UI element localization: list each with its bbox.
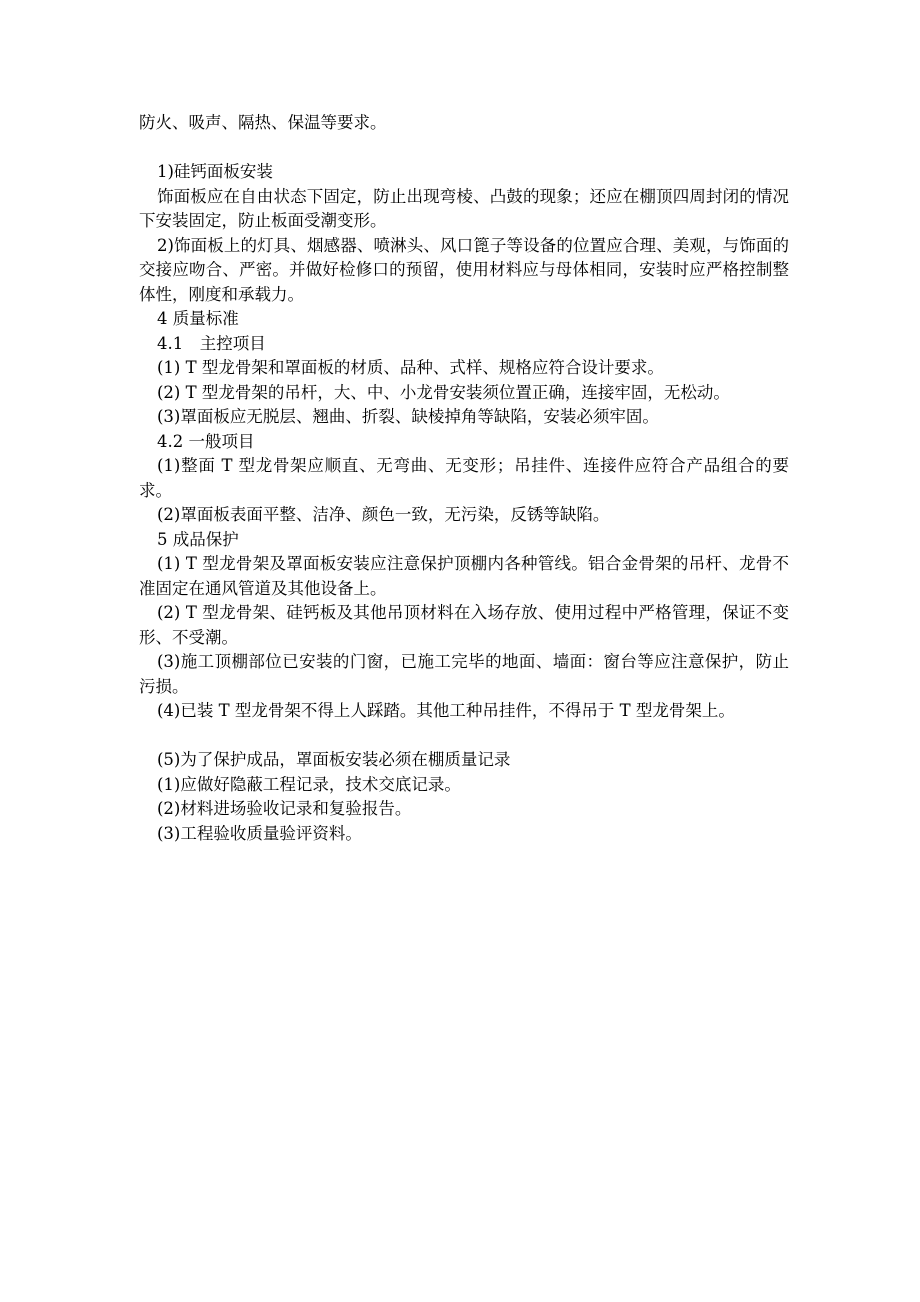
paragraph: 防火、吸声、隔热、保温等要求。: [139, 113, 387, 132]
list-item: (3)施工顶棚部位已安装的门窗，已施工完毕的地面、墙面：窗台等应注意保护，防止污损。: [139, 652, 789, 696]
list-item: (1)应做好隐蔽工程记录，技术交底记录。: [157, 774, 461, 794]
blank-line: [139, 136, 789, 161]
list-item: (3)罩面板应无脱层、翘曲、折裂、缺棱掉角等缺陷，安装必须牢固。: [157, 407, 659, 426]
section-heading: 4.1 主控项目: [157, 333, 266, 353]
section-heading: 4 质量标准: [157, 309, 239, 328]
list-item: (1) T 型龙骨架和罩面板的材质、品种、式样、规格应符合设计要求。: [157, 358, 664, 377]
list-item: (4)已装 T 型龙骨架不得上人踩踏。其他工种吊挂件，不得吊于 T 型龙骨架上。: [157, 701, 735, 720]
list-item: (3)工程验收质量验评资料。: [157, 823, 362, 843]
paragraph: 2)饰面板上的灯具、烟感器、喷淋头、风口篦子等设备的位置应合理、美观，与饰面的交接应吻合、严密。并做好检修口的预留，使用材料应与母体相同，安装时应严格控制整体性，刚度和承载力。: [139, 235, 789, 304]
list-item: (1) T 型龙骨架及罩面板安装应注意保护顶棚内各种管线。铝合金骨架的吊杆、龙骨不准固定在通风管道及其他设备上。: [139, 554, 789, 598]
list-item: (2) T 型龙骨架的吊杆，大、中、小龙骨安装须位置正确，连接牢固，无松动。: [157, 382, 730, 402]
section-heading: 1)硅钙面板安装: [157, 162, 273, 181]
list-item: (1)整面 T 型龙骨架应顺直、无弯曲、无变形；吊挂件、连接件应符合产品组合的要求。: [139, 456, 789, 500]
list-item: (5)为了保护成品，罩面板安装必须在棚质量记录: [157, 750, 511, 769]
section-heading: 5 成品保护: [157, 529, 239, 549]
blank-line: [139, 724, 789, 749]
paragraph: 饰面板应在自由状态下固定，防止出现弯棱、凸鼓的现象；还应在棚顶四周封闭的情况下安装固定，防止板面受潮变形。: [139, 186, 789, 230]
document-body: [139, 111, 789, 846]
list-item: (2)材料进场验收记录和复验报告。: [157, 799, 412, 818]
section-heading: 4.2 一般项目: [157, 431, 255, 451]
list-item: (2) T 型龙骨架、硅钙板及其他吊顶材料在入场存放、使用过程中严格管理，保证不变形、不受潮。: [139, 603, 789, 647]
list-item: (2)罩面板表面平整、洁净、颜色一致，无污染，反锈等缺陷。: [157, 505, 610, 524]
